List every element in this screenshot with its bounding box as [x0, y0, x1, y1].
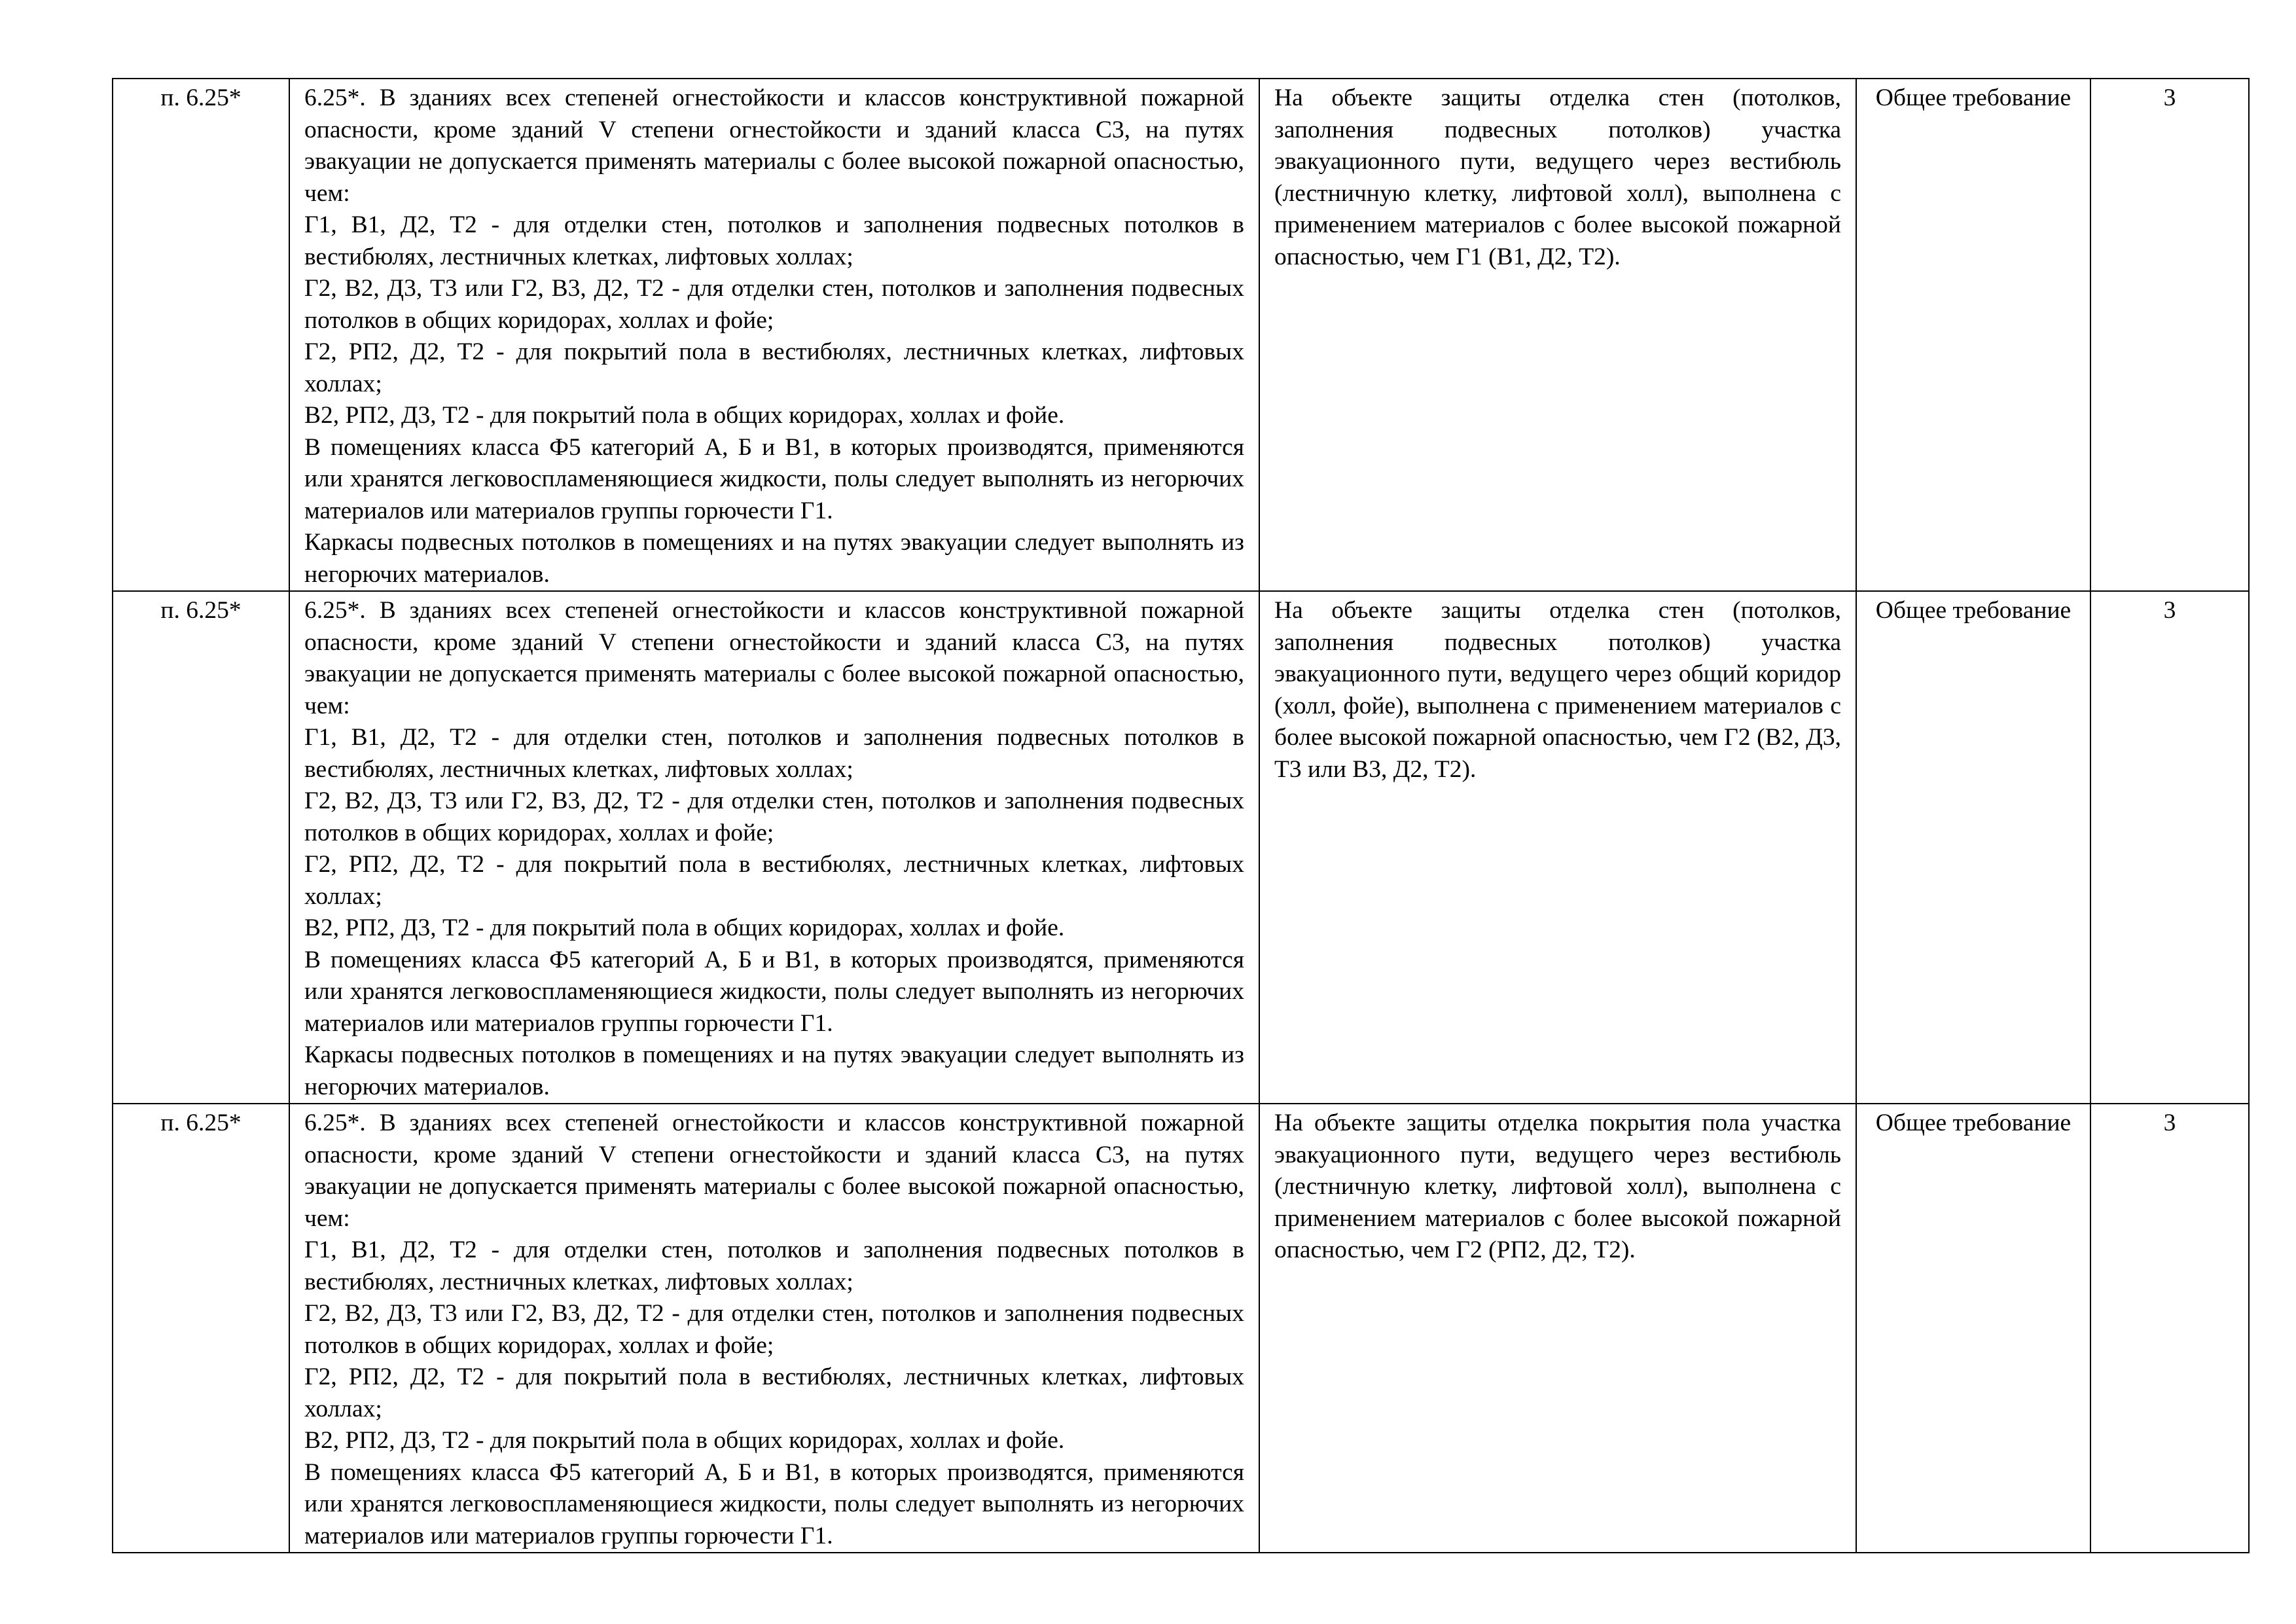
- norm-paragraph: 6.25*. В зданиях всех степеней огнестойкости и классов конструктивной пожарной опасности, кроме зданий V степени огнестойкости и зданий класса С3, на путях эвакуации не допускается применять материалы с более высокой пожарной опасностью, чем:: [304, 597, 1244, 719]
- norm-paragraph: Г1, В1, Д2, Т2 - для отделки стен, потолков и заполнения подвесных потолков в вестибюлях, лестничных клетках, лифтовых холлах;: [304, 724, 1244, 783]
- clause-reference: п. 6.25*: [113, 79, 289, 591]
- norm-paragraph: Г2, РП2, Д2, Т2 - для покрытий пола в вестибюлях, лестничных клетках, лифтовых холлах;: [304, 338, 1244, 397]
- norm-paragraph: В2, РП2, Д3, Т2 - для покрытий пола в общих коридорах, холлах и фойе.: [304, 1427, 1065, 1454]
- requirements-table: [112, 78, 2250, 1553]
- table-row: [113, 1104, 2249, 1553]
- requirement-type: Общее требование: [1856, 79, 2090, 591]
- number-value: 3: [2090, 591, 2249, 1104]
- norm-paragraph: Г1, В1, Д2, Т2 - для отделки стен, потолков и заполнения подвесных потолков в вестибюлях, лестничных клетках, лифтовых холлах;: [304, 1236, 1244, 1295]
- norm-paragraph: В2, РП2, Д3, Т2 - для покрытий пола в общих коридорах, холлах и фойе.: [304, 402, 1065, 429]
- norm-text: [289, 1104, 1259, 1553]
- norm-paragraph: В помещениях класса Ф5 категорий А, Б и В1, в которых производятся, применяются или хранятся легковоспламеняющиеся жидкости, полы следует выполнять из негорючих материалов или материалов группы горючести Г1.: [304, 946, 1244, 1037]
- norm-paragraph: Г1, В1, Д2, Т2 - для отделки стен, потолков и заполнения подвесных потолков в вестибюлях, лестничных клетках, лифтовых холлах;: [304, 211, 1244, 270]
- requirement-type: Общее требование: [1856, 1104, 2090, 1553]
- norm-paragraph: В помещениях класса Ф5 категорий А, Б и В1, в которых производятся, применяются или хранятся легковоспламеняющиеся жидкости, полы следует выполнять из негорючих материалов или материалов группы горючести Г1.: [304, 1458, 1244, 1549]
- number-value: 3: [2090, 1104, 2249, 1553]
- norm-paragraph: Г2, В2, Д3, Т3 или Г2, В3, Д2, Т2 - для отделки стен, потолков и заполнения подвесных потолков в общих коридорах, холлах и фойе;: [304, 275, 1244, 334]
- norm-paragraph: В2, РП2, Д3, Т2 - для покрытий пола в общих коридорах, холлах и фойе.: [304, 914, 1065, 941]
- norm-paragraph: Каркасы подвесных потолков в помещениях и на путях эвакуации следует выполнять из негорючих материалов.: [304, 529, 1244, 588]
- norm-paragraph: Г2, В2, Д3, Т3 или Г2, В3, Д2, Т2 - для отделки стен, потолков и заполнения подвесных потолков в общих коридорах, холлах и фойе;: [304, 1300, 1244, 1359]
- table-row: [113, 79, 2249, 591]
- norm-paragraph: Г2, РП2, Д2, Т2 - для покрытий пола в вестибюлях, лестничных клетках, лифтовых холлах;: [304, 1363, 1244, 1422]
- table-row: [113, 591, 2249, 1104]
- norm-paragraph: Г2, В2, Д3, Т3 или Г2, В3, Д2, Т2 - для отделки стен, потолков и заполнения подвесных потолков в общих коридорах, холлах и фойе;: [304, 787, 1244, 846]
- requirement-type: Общее требование: [1856, 591, 2090, 1104]
- norm-paragraph: 6.25*. В зданиях всех степеней огнестойкости и классов конструктивной пожарной опасности, кроме зданий V степени огнестойкости и зданий класса С3, на путях эвакуации не допускается применять материалы с более высокой пожарной опасностью, чем:: [304, 1110, 1244, 1232]
- norm-paragraph: Каркасы подвесных потолков в помещениях и на путях эвакуации следует выполнять из негорючих материалов.: [304, 1041, 1244, 1100]
- norm-paragraph: 6.25*. В зданиях всех степеней огнестойкости и классов конструктивной пожарной опасности, кроме зданий V степени огнестойкости и зданий класса С3, на путях эвакуации не допускается применять материалы с более высокой пожарной опасностью, чем:: [304, 84, 1244, 207]
- violation-text: На объекте защиты отделка стен (потолков, заполнения подвесных потолков) участка эвакуационного пути, ведущего через общий коридор (холл, фойе), выполнена с применением материалов с более высокой пожарной опасностью, чем Г2 (В2, Д3, Т3 или В3, Д2, Т2).: [1259, 591, 1856, 1104]
- norm-paragraph: Г2, РП2, Д2, Т2 - для покрытий пола в вестибюлях, лестничных клетках, лифтовых холлах;: [304, 851, 1244, 910]
- number-value: 3: [2090, 79, 2249, 591]
- clause-reference: п. 6.25*: [113, 591, 289, 1104]
- clause-reference: п. 6.25*: [113, 1104, 289, 1553]
- norm-paragraph: В помещениях класса Ф5 категорий А, Б и В1, в которых производятся, применяются или хранятся легковоспламеняющиеся жидкости, полы следует выполнять из негорючих материалов или материалов группы горючести Г1.: [304, 433, 1244, 524]
- violation-text: На объекте защиты отделка покрытия пола участка эвакуационного пути, ведущего через вестибюль (лестничную клетку, лифтовой холл), выполнена с применением материалов с более высокой пожарной опасностью, чем Г2 (РП2, Д2, Т2).: [1259, 1104, 1856, 1553]
- norm-text: [289, 79, 1259, 591]
- violation-text: На объекте защиты отделка стен (потолков, заполнения подвесных потолков) участка эвакуационного пути, ведущего через вестибюль (лестничную клетку, лифтовой холл), выполнена с применением материалов с более высокой пожарной опасностью, чем Г1 (В1, Д2, Т2).: [1259, 79, 1856, 591]
- norm-text: [289, 591, 1259, 1104]
